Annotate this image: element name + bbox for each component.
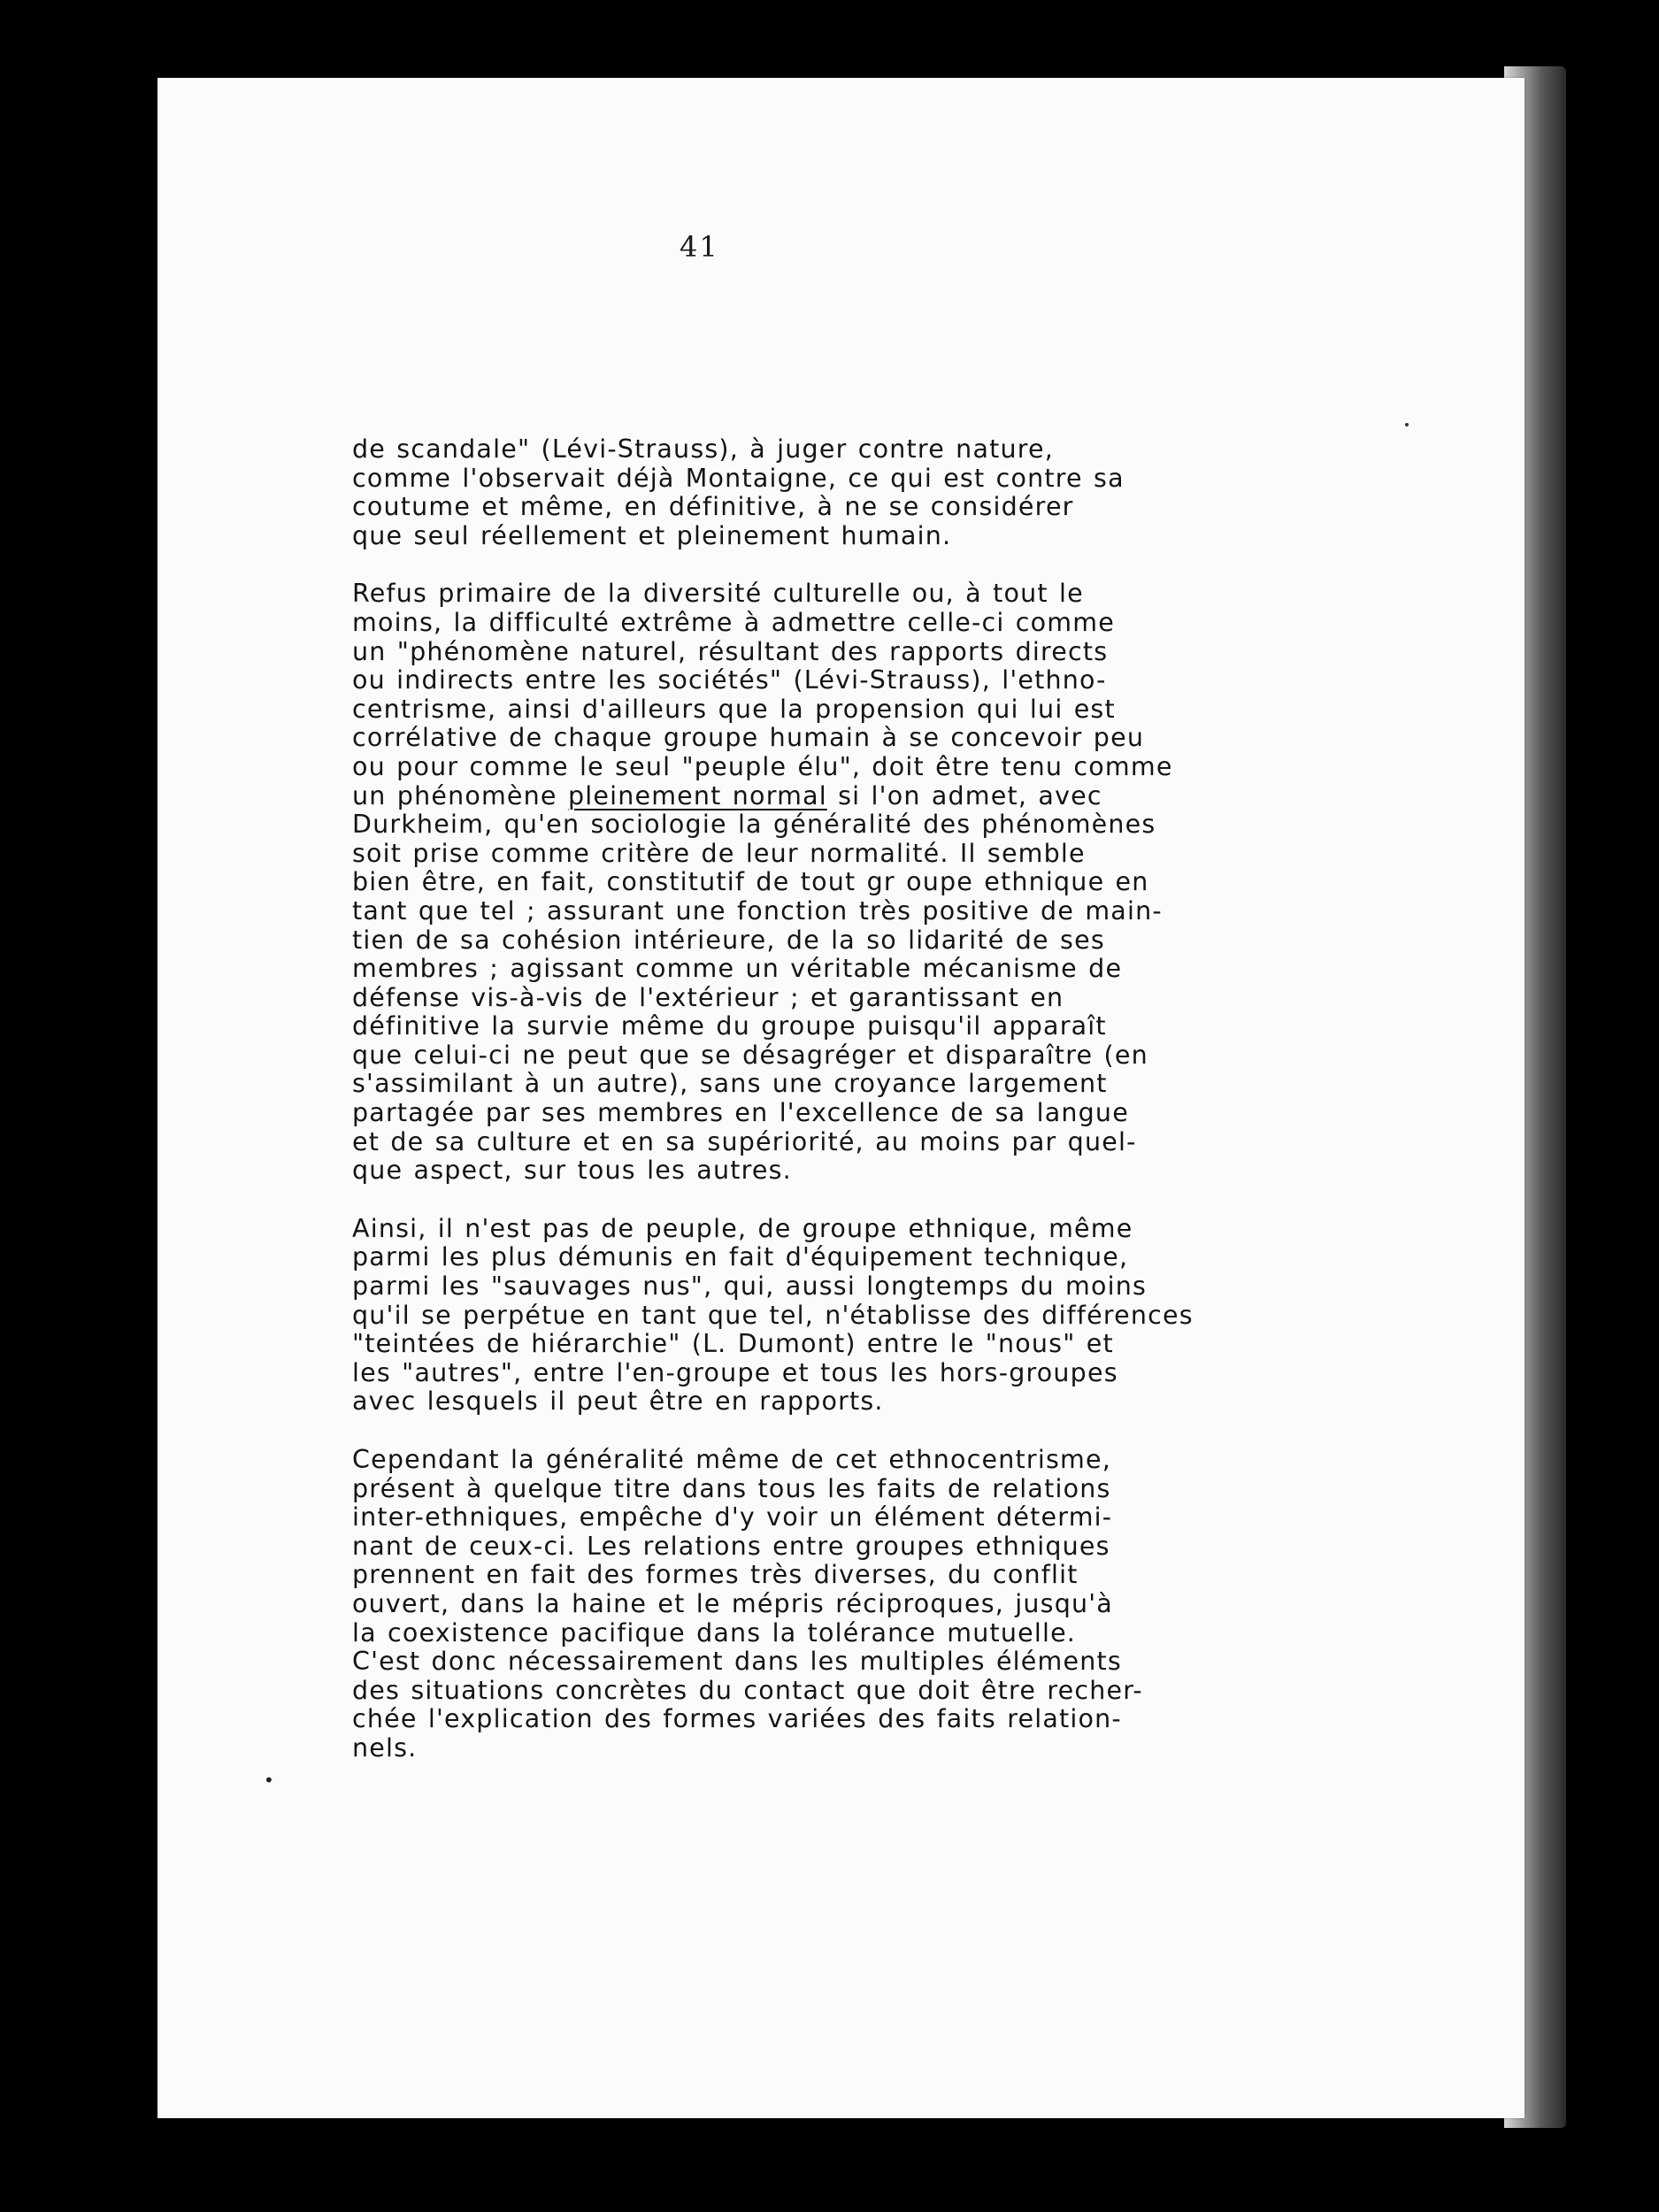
paragraph-1 <box>352 435 1272 550</box>
text-line: partagée par ses membres en l'excellence de sa langue <box>352 1098 1129 1128</box>
document-page <box>157 78 1525 2118</box>
text-line: nant de ceux-ci. Les relations entre groupes ethniques <box>352 1531 1110 1561</box>
text-line: inter-ethniques, empêche d'y voir un élément détermi- <box>352 1502 1113 1532</box>
text-line: tien de sa cohésion intérieure, de la so lidarité de ses <box>352 925 1105 955</box>
stray-mark <box>1405 423 1409 426</box>
text-line: un "phénomène naturel, résultant des rapports directs <box>352 636 1109 666</box>
text-line: que celui-ci ne peut que se désagréger et disparaître (en <box>352 1040 1148 1070</box>
text-line: parmi les plus démunis en fait d'équipement technique, <box>352 1242 1129 1272</box>
text-line: de scandale" (Lévi-Strauss), à juger contre nature, <box>352 434 1055 464</box>
text-line: ouvert, dans la haine et le mépris réciproques, jusqu'à <box>352 1588 1113 1618</box>
text-line: que seul réellement et pleinement humain. <box>352 520 952 550</box>
underlined-phrase: pleinement normal <box>567 780 827 810</box>
text-line: qu'il se perpétue en tant que tel, n'établisse des différences <box>352 1300 1194 1330</box>
text-line: prennent en fait des formes très diverses, du conflit <box>352 1560 1079 1590</box>
text-line: parmi les "sauvages nus", qui, aussi longtemps du moins <box>352 1271 1148 1302</box>
text-line: ou pour comme le seul "peuple élu", doit être tenu comme <box>352 751 1173 781</box>
text-line: ou indirects entre les sociétés" (Lévi-Strauss), l'ethno- <box>352 665 1107 695</box>
body-text <box>352 435 1272 1793</box>
text-line: avec lesquels il peut être en rapports. <box>352 1386 884 1417</box>
text-line: les "autres", entre l'en-groupe et tous les hors-groupes <box>352 1357 1118 1387</box>
text-line: des situations concrètes du contact que doit être recher- <box>352 1675 1143 1705</box>
text-line: coutume et même, en définitive, à ne se considérer <box>352 492 1074 522</box>
text-line: membres ; agissant comme un véritable mécanisme de <box>352 954 1123 984</box>
text-line: nels. <box>352 1732 418 1763</box>
text-line: Durkheim, qu'en sociologie la généralité des phénomènes <box>352 810 1156 840</box>
text-line: moins, la difficulté extrême à admettre celle-ci comme <box>352 607 1115 637</box>
text-line: que aspect, sur tous les autres. <box>352 1156 792 1186</box>
paragraph-3 <box>352 1215 1272 1417</box>
text-line: la coexistence pacifique dans la tolérance mutuelle. <box>352 1617 1077 1647</box>
text-line: défense vis-à-vis de l'extérieur ; et garantissant en <box>352 982 1064 1012</box>
text-line: définitive la survie même du groupe puisqu'il apparaît <box>352 1011 1107 1041</box>
text-line: s'assimilant à un autre), sans une croyance largement <box>352 1069 1108 1099</box>
text-fragment: un phénomène <box>352 780 568 810</box>
text-line: Ainsi, il n'est pas de peuple, de groupe ethnique, même <box>352 1213 1133 1243</box>
paragraph-4 <box>352 1446 1272 1763</box>
page-number: 41 <box>680 230 719 264</box>
text-line: soit prise comme critère de leur normalité. Il semble <box>352 838 1086 868</box>
text-line: tant que tel ; assurant une fonction très positive de main- <box>352 895 1163 926</box>
text-line-with-underline <box>352 782 1272 811</box>
text-line: et de sa culture et en sa supériorité, au moins par quel- <box>352 1126 1137 1156</box>
text-line: comme l'observait déjà Montaigne, ce qui est contre sa <box>352 463 1125 493</box>
text-line: centrisme, ainsi d'ailleurs que la propension qui lui est <box>352 694 1116 724</box>
margin-ink-mark: • <box>264 1770 274 1791</box>
text-fragment: si l'on admet, avec <box>826 780 1102 810</box>
text-line: Refus primaire de la diversité culturelle ou, à tout le <box>352 579 1084 609</box>
text-line: C'est donc nécessairement dans les multiples éléments <box>352 1647 1122 1677</box>
text-line: Cependant la généralité même de cet ethnocentrisme, <box>352 1445 1111 1474</box>
text-line: "teintées de hiérarchie" (L. Dumont) entre le "nous" et <box>352 1329 1114 1359</box>
paragraph-2 <box>352 580 1272 1185</box>
text-line: chée l'explication des formes variées des faits relation- <box>352 1704 1122 1734</box>
text-line: corrélative de chaque groupe humain à se concevoir peu <box>352 723 1145 753</box>
text-line: bien être, en fait, constitutif de tout gr oupe ethnique en <box>352 867 1149 897</box>
text-line: présent à quelque titre dans tous les faits de relations <box>352 1473 1111 1503</box>
